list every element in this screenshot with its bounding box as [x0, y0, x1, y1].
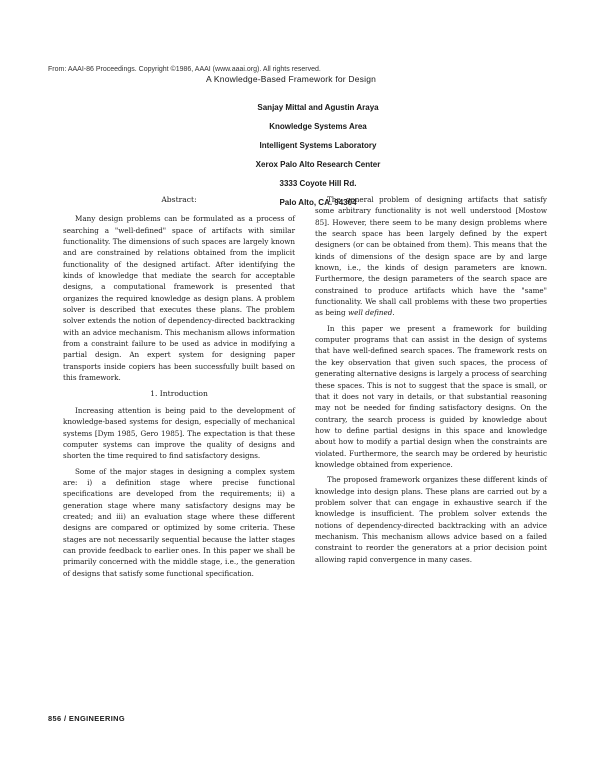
right-column	[315, 194, 547, 569]
right-paragraph-3: The proposed framework organizes these different kinds of knowledge into design plans. These plans are carried out by a problem solver that can engage in exhaustive search if the knowledge is insufficient. The problem solver extends the notions of dependency-directed backtracking with an advice mechanism. This mechanism allows advice based on a failed constraint to reorder the generators at a prior decision point allowing rapid convergence in many cases.	[315, 475, 547, 564]
abstract-paragraph: Many design problems can be formulated as a process of searching a "well-defined" space of artifacts with similar functionality. The dimensions of such spaces are largely known and are constrained by relations obtained from the implicit functionality of the designed artifact. After identifying the kinds of knowledge that mediate the search for acceptable designs, a computational framework is presented that organizes the required knowledge as design plans. A problem solver is described that executes these plans. The problem solver extends the notion of dependency-directed backtracking with an advice mechanism. This mechanism allows information from a constraint failure to be used as advice in modifying a partial design. An expert system for designing paper transports inside copiers has been successfully built based on this framework.	[63, 214, 295, 383]
org-line-2: Intelligent Systems Laboratory	[259, 141, 377, 150]
right-paragraph-1	[315, 194, 547, 319]
right-paragraph-2: In this paper we present a framework for building computer programs that can assist in the design of systems that have well-defined search spaces. The framework rests on the key observation that given such spaces, the process of generating alternative designs is largely a process of searching these spaces. This is not to suggest that the space is small, or that it does not vary in details, or that substantial reasoning may not be needed for finding satisfactory designs. On the contrary, the search process is guided by knowledge about how to define partial designs in this space and knowledge about how to modify a partial design when the constraints are violated. Furthermore, the search may be ordered by heuristic knowledge obtained from experience.	[315, 323, 547, 469]
paper-title: A Knowledge-Based Framework for Design	[205, 74, 377, 84]
copyright-notice: From: AAAI-86 Proceedings. Copyright ©1986, AAAI (www.aaai.org). All rights reserved.	[48, 66, 321, 73]
page-footer: 856 / ENGINEERING	[48, 714, 126, 723]
city-address: Palo Alto, CA. 94304	[279, 198, 357, 207]
abstract-heading: Abstract:	[161, 195, 197, 204]
introduction-heading: 1. Introduction	[150, 388, 208, 398]
intro-paragraph-1: Increasing attention is being paid to the development of knowledge-based systems for design, especially of mechanical systems [Dym 1985, Gero 1985]. The expectation is that these computer systems can improve the quality of designs and shorten the time required to find satisfactory designs.	[63, 405, 295, 461]
right-paragraph-1-text: The general problem of designing artifacts that satisfy some arbitrary functionality is not well understood [Mostow 85]. However, there seem to be many design problems where the search space has been largely defined by the expert designers (or can be obtained from them). This means that the kinds of dimensions of the design space are by and large known, i.e., the kinds of design parameters are known. Furthermore, the design parameters of the search space are constrained to produce artifacts which have the "same" functionality. We shall call problems with these two properties as being	[315, 195, 547, 318]
org-line-3: Xerox Palo Alto Research Center	[255, 160, 381, 169]
intro-paragraph-2: Some of the major stages in designing a complex system are: i) a definition stage where precise functional specifications are developed from the requirements; ii) a generation stage where many satisfactory designs may be created; and iii) an evaluation stage where these different designs are compared or optimized by some criteria. These stages are not necessarily sequential because the latter stages can provide feedback to earlier ones. In this paper we shall be primarily concerned with the middle stage, i.e., the generation of designs that satisfy some functional specification.	[63, 466, 295, 578]
author-names: Sanjay Mittal and Agustin Araya	[257, 103, 379, 112]
org-line-1: Knowledge Systems Area	[269, 122, 367, 131]
street-address: 3333 Coyote Hill Rd.	[279, 179, 357, 188]
right-paragraph-1-emphasis: well defined.	[347, 308, 395, 318]
left-column	[63, 194, 295, 583]
paper-title-block	[0, 74, 600, 84]
